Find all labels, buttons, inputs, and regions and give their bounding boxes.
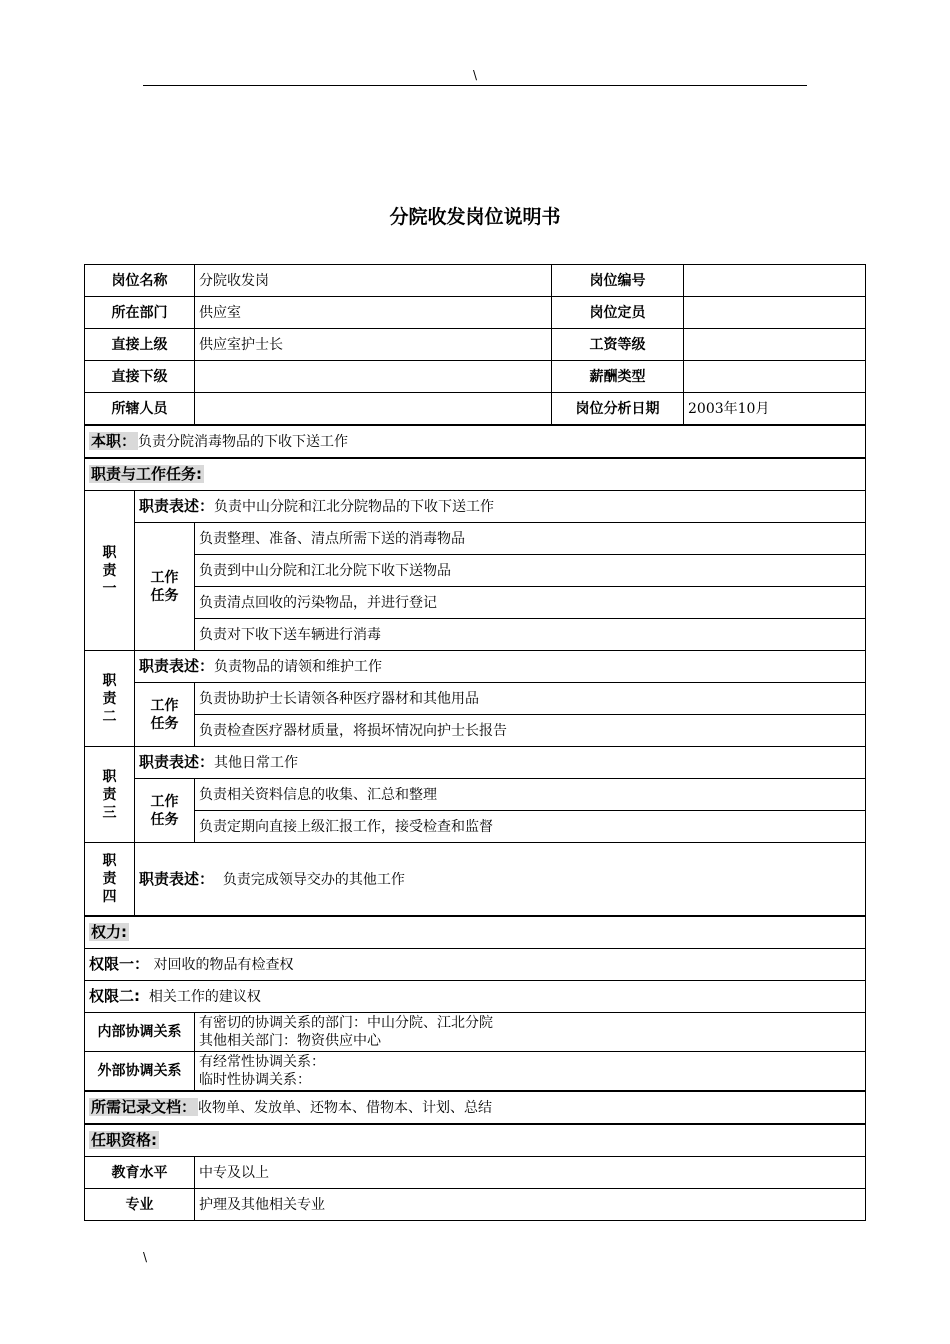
limit2-label: 权限二:	[89, 987, 140, 1005]
education-value: 中专及以上	[195, 1157, 866, 1189]
resp3-statement	[135, 747, 866, 779]
internal-line-1: 有密切的协调关系的部门：中山分院、江北分院	[199, 1015, 493, 1031]
post-name-value: 分院收发岗	[195, 265, 552, 297]
header-rule	[143, 85, 807, 86]
resp3-statement-row	[85, 747, 866, 779]
resp4-statement-text: 负责完成领导交办的其他工作	[222, 871, 405, 888]
resp4-statement	[135, 843, 866, 917]
qualification-label: 任职资格:	[91, 1131, 157, 1149]
dept-value: 供应室	[195, 297, 552, 329]
row-superior	[85, 329, 866, 361]
resp2-label: 职 责 二	[85, 651, 135, 747]
row-qualification-heading	[85, 1124, 866, 1157]
external-value	[195, 1052, 866, 1092]
statement-label: 职责表述：	[139, 753, 215, 771]
staff-label: 所辖人员	[85, 393, 195, 426]
superior-value: 供应室护士长	[195, 329, 552, 361]
row-external	[85, 1052, 866, 1092]
external-label: 外部协调关系	[85, 1052, 195, 1092]
resp3-task-label: 工作 任务	[135, 779, 195, 843]
row-dept	[85, 297, 866, 329]
row-duty	[85, 425, 866, 458]
resp3-statement-text: 其他日常工作	[214, 755, 299, 771]
resp1-task-1: 负责整理、准备、清点所需下送的消毒物品	[195, 523, 866, 555]
resp1-task-label: 工作 任务	[135, 523, 195, 651]
row-education	[85, 1157, 866, 1189]
grade-label: 工资等级	[552, 329, 684, 361]
resp1-task-row	[85, 587, 866, 619]
resp1-task-row	[85, 619, 866, 651]
quota-value	[684, 297, 866, 329]
internal-value	[195, 1013, 866, 1052]
records-label: 所需记录文档：	[91, 1098, 197, 1116]
resp4-label: 职 责 四	[85, 843, 135, 917]
resp2-task-label: 工作 任务	[135, 683, 195, 747]
analysis-date-label: 岗位分析日期	[552, 393, 684, 426]
row-subordinate	[85, 361, 866, 393]
external-line-2: 临时性协调关系：	[199, 1072, 311, 1088]
row-post-name	[85, 265, 866, 297]
resp1-task-2: 负责到中山分院和江北分院下收下送物品	[195, 555, 866, 587]
major-label: 专业	[85, 1189, 195, 1221]
row-power-heading	[85, 916, 866, 949]
qualification-heading-cell	[85, 1124, 866, 1157]
post-code-value	[684, 265, 866, 297]
statement-label: 职责表述：	[139, 869, 215, 888]
resp1-task-4: 负责对下收下送车辆进行消毒	[195, 619, 866, 651]
responsibilities-heading-cell	[85, 458, 866, 491]
row-internal	[85, 1013, 866, 1052]
quota-label: 岗位定员	[552, 297, 684, 329]
row-major	[85, 1189, 866, 1221]
row-records	[85, 1091, 866, 1124]
post-name-label: 岗位名称	[85, 265, 195, 297]
records-cell	[85, 1091, 866, 1124]
limit1-cell	[85, 949, 866, 981]
duty-cell	[85, 425, 866, 458]
analysis-date-value: 2003年10月	[684, 393, 866, 426]
records-text: 收物单、发放单、还物本、借物本、计划、总结	[198, 1100, 493, 1116]
grade-value	[684, 329, 866, 361]
statement-label: 职责表述：	[139, 497, 215, 515]
row-staff	[85, 393, 866, 426]
resp2-statement-row	[85, 651, 866, 683]
job-description-table	[84, 264, 866, 1221]
responsibilities-label: 职责与工作任务:	[91, 465, 202, 483]
resp2-task-row	[85, 715, 866, 747]
pay-type-label: 薪酬类型	[552, 361, 684, 393]
external-line-1: 有经常性协调关系：	[199, 1054, 325, 1070]
resp1-statement-row	[85, 491, 866, 523]
internal-line-2: 其他相关部门：物资供应中心	[199, 1033, 381, 1049]
limit2-cell	[85, 981, 866, 1013]
internal-label: 内部协调关系	[85, 1013, 195, 1052]
resp1-task-row	[85, 555, 866, 587]
superior-label: 直接上级	[85, 329, 195, 361]
row-limit2	[85, 981, 866, 1013]
resp2-task-2: 负责检查医疗器材质量，将损坏情况向护士长报告	[195, 715, 866, 747]
resp1-label: 职 责 一	[85, 491, 135, 651]
resp2-statement-text: 负责物品的请领和维护工作	[214, 659, 383, 675]
subordinate-value	[195, 361, 552, 393]
resp1-statement	[135, 491, 866, 523]
statement-label: 职责表述：	[139, 657, 215, 675]
staff-value	[195, 393, 552, 426]
limit2-text: 相关工作的建议权	[148, 989, 261, 1005]
row-responsibilities-heading	[85, 458, 866, 491]
resp3-task-row	[85, 779, 866, 811]
resp2-statement	[135, 651, 866, 683]
pay-type-value	[684, 361, 866, 393]
footer-mark: \	[143, 1250, 148, 1264]
education-label: 教育水平	[85, 1157, 195, 1189]
resp1-task-row	[85, 523, 866, 555]
resp3-task-2: 负责定期向直接上级汇报工作，接受检查和监督	[195, 811, 866, 843]
resp3-task-row	[85, 811, 866, 843]
limit1-text: 对回收的物品有检查权	[153, 957, 294, 973]
header-mark: \	[473, 68, 478, 82]
resp2-task-1: 负责协助护士长请领各种医疗器材和其他用品	[195, 683, 866, 715]
resp4-row	[85, 843, 866, 917]
resp2-task-row	[85, 683, 866, 715]
duty-text: 负责分院消毒物品的下收下送工作	[138, 434, 349, 450]
post-code-label: 岗位编号	[552, 265, 684, 297]
limit1-label: 权限一：	[89, 955, 150, 973]
resp1-task-3: 负责清点回收的污染物品，并进行登记	[195, 587, 866, 619]
power-label: 权力:	[91, 923, 127, 941]
dept-label: 所在部门	[85, 297, 195, 329]
subordinate-label: 直接下级	[85, 361, 195, 393]
power-heading-cell	[85, 916, 866, 949]
page-title: 分院收发岗位说明书	[389, 206, 561, 228]
duty-label: 本职：	[91, 432, 137, 450]
major-value: 护理及其他相关专业	[195, 1189, 866, 1221]
resp3-task-1: 负责相关资料信息的收集、汇总和整理	[195, 779, 866, 811]
row-limit1	[85, 949, 866, 981]
resp1-statement-text: 负责中山分院和江北分院物品的下收下送工作	[214, 499, 495, 515]
resp3-label: 职 责 三	[85, 747, 135, 843]
